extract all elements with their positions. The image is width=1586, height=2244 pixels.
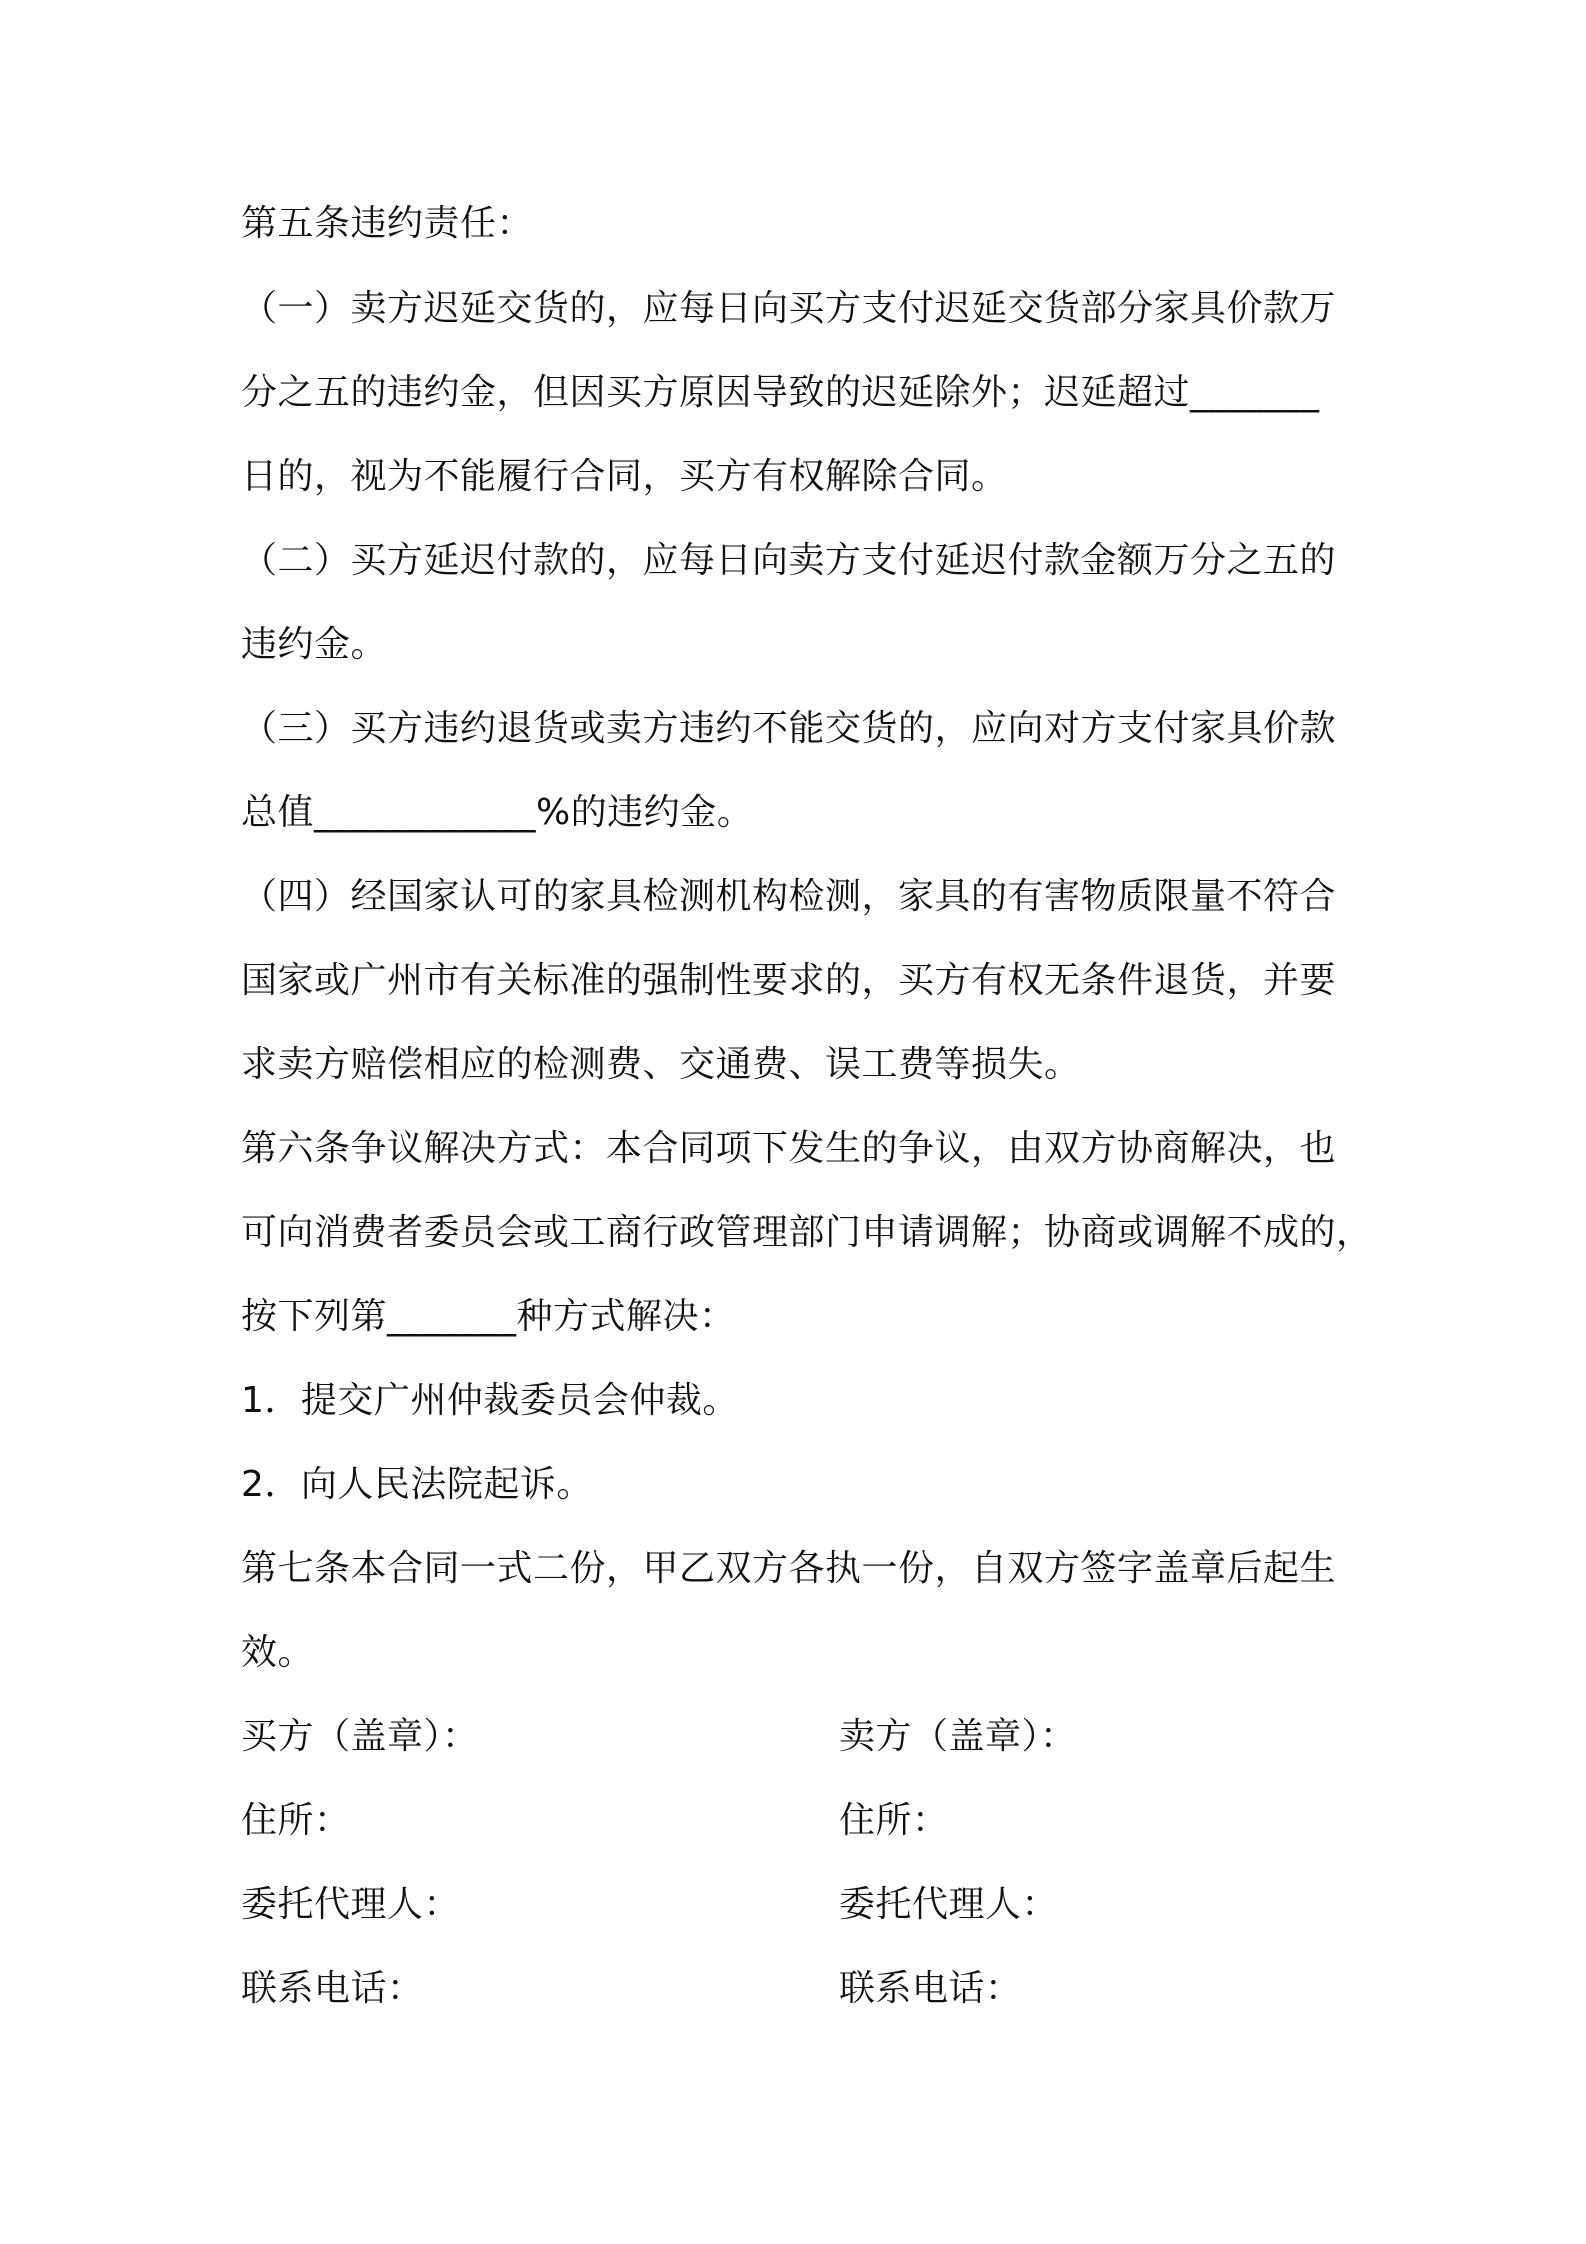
clause3-line2: 总值____________%的违约金。: [241, 792, 754, 833]
article7-line2: 效。: [241, 1632, 315, 1673]
seller-phone-label: 联系电话：: [839, 1968, 1022, 2009]
clause4-line1: （四）经国家认可的家具检测机构检测，家具的有害物质限量不符合: [241, 876, 1337, 917]
seller-agent-label: 委托代理人：: [839, 1884, 1059, 1925]
article5-heading: 第五条违约责任：: [241, 203, 534, 244]
buyer-agent-label: 委托代理人：: [241, 1884, 461, 1925]
article6-option1: 1．提交广州仲裁委员会仲裁。: [241, 1380, 739, 1421]
buyer-phone-label: 联系电话：: [241, 1968, 424, 2009]
clause1-line2: 分之五的违约金，但因买方原因导致的迟延除外；迟延超过_______: [241, 372, 1320, 413]
article6-line2: 可向消费者委员会或工商行政管理部门申请调解；协商或调解不成的，: [241, 1212, 1373, 1253]
clause1-line1: （一）卖方迟延交货的，应每日向买方支付迟延交货部分家具价款万: [241, 288, 1337, 329]
clause4-line3: 求卖方赔偿相应的检测费、交通费、误工费等损失。: [241, 1044, 1081, 1085]
article6-line1: 第六条争议解决方式：本合同项下发生的争议，由双方协商解决，也: [241, 1128, 1337, 1169]
article7-line1: 第七条本合同一式二份，甲乙双方各执一份，自双方签字盖章后起生: [241, 1548, 1337, 1589]
buyer-seal-label: 买方（盖章）：: [241, 1716, 479, 1757]
article6-line3: 按下列第_______种方式解决：: [241, 1296, 736, 1337]
clause4-line2: 国家或广州市有关标准的强制性要求的，买方有权无条件退货，并要: [241, 960, 1337, 1001]
clause2-line1: （二）买方延迟付款的，应每日向卖方支付延迟付款金额万分之五的: [241, 540, 1337, 581]
clause1-line3: 日的，视为不能履行合同，买方有权解除合同。: [241, 456, 1008, 497]
article6-option2: 2．向人民法院起诉。: [241, 1464, 593, 1505]
seller-address-label: 住所：: [839, 1800, 949, 1841]
seller-seal-label: 卖方（盖章）：: [839, 1716, 1077, 1757]
buyer-address-label: 住所：: [241, 1800, 351, 1841]
clause2-line2: 违约金。: [241, 624, 388, 665]
clause3-line1: （三）买方违约退货或卖方违约不能交货的，应向对方支付家具价款: [241, 708, 1337, 749]
